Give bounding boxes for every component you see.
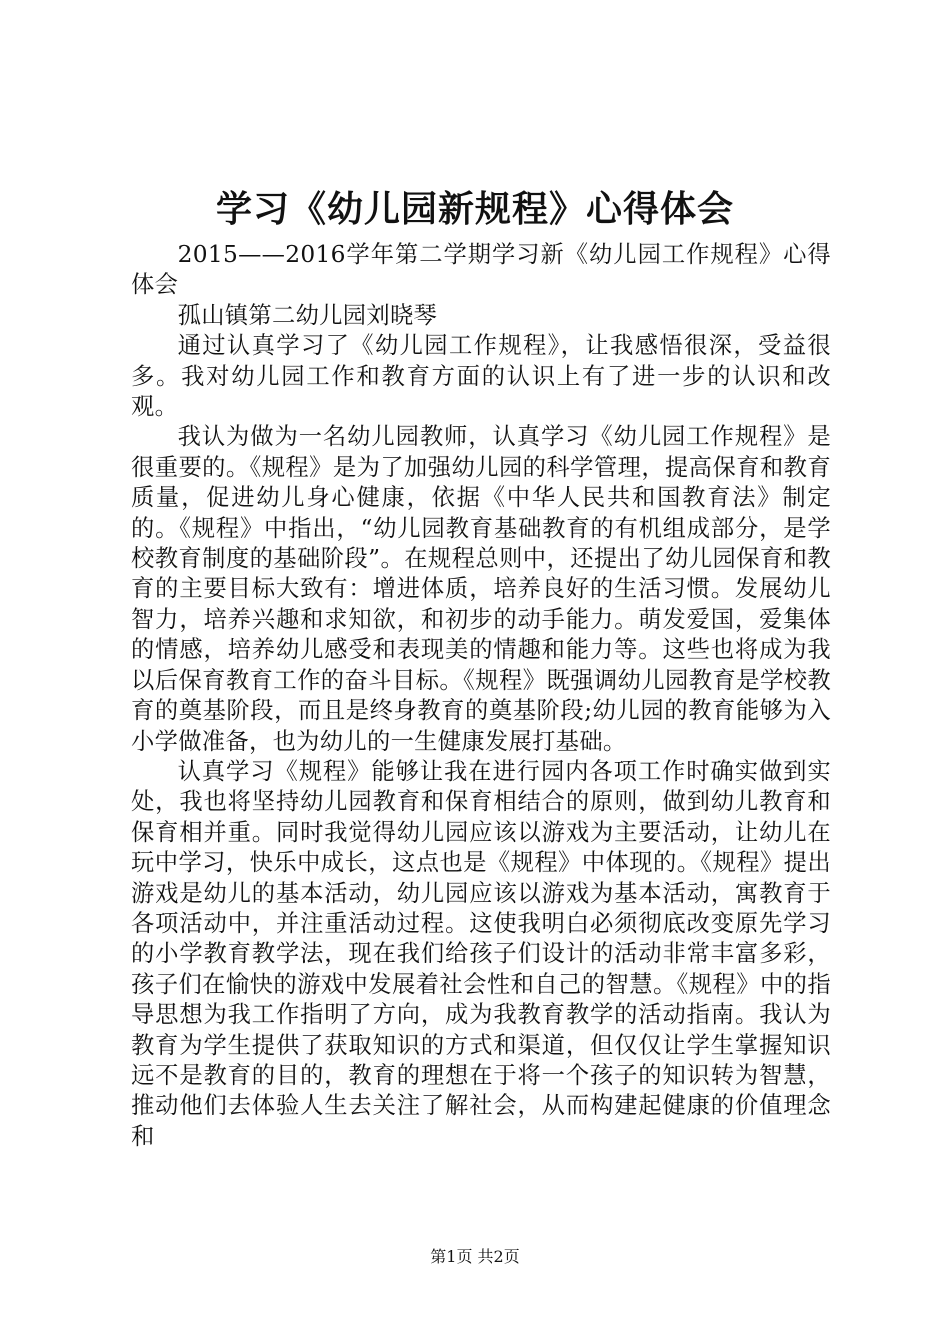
- document-title: 学习《幼儿园新规程》心得体会: [215, 188, 734, 230]
- page-footer: 第1页 共2页: [430, 1247, 520, 1266]
- subtitle-paragraph: 2015——2016学年第二学期学习新《幼儿园工作规程》心得体会: [131, 241, 831, 299]
- author-line: 孤山镇第二幼儿园刘晓琴: [177, 301, 438, 329]
- body-paragraph-2: 我认为做为一名幼儿园教师，认真学习《幼儿园工作规程》是很重要的。《规程》是为了加强幼儿园的科学管理，提高保育和教育质量，促进幼儿身心健康，依据《中华人民共和国教育法》制定的。《规程》中指出，“幼儿园教育基础教育的有机组成部分，是学校教育制度的基础阶段”。在规程总则中，还提出了幼儿园保育和教育的主要目标大致有：增进体质，培养良好的生活习惯。发展幼儿智力，培养兴趣和求知欲，和初步的动手能力。萌发爱国，爱集体的情感，培养幼儿感受和表现美的情趣和能力等。这些也将成为我以后保育教育工作的奋斗目标。《规程》既强调幼儿园教育是学校教育的奠基阶段，而且是终身教育的奠基阶段;幼儿园的教育能够为入小学做准备，也为幼儿的一生健康发展打基础。: [131, 423, 831, 755]
- body-paragraph-3: 认真学习《规程》能够让我在进行园内各项工作时确实做到实处，我也将坚持幼儿园教育和保育相结合的原则，做到幼儿教育和保育相并重。同时我觉得幼儿园应该以游戏为主要活动，让幼儿在玩中学习，快乐中成长，这点也是《规程》中体现的。《规程》提出游戏是幼儿的基本活动，幼儿园应该以游戏为基本活动，寓教育于各项活动中，并注重活动过程。这使我明白必须彻底改变原先学习的小学教育教学法，现在我们给孩子们设计的活动非常丰富多彩，孩子们在愉快的游戏中发展着社会性和自己的智慧。《规程》中的指导思想为我工作指明了方向，成为我教育教学的活动指南。我认为教育为学生提供了获取知识的方式和渠道，但仅仅让学生掌握知识远不是教育的目的，教育的理想在于将一个孩子的知识转为智慧，推动他们去体验人生去关注了解社会，从而构建起健康的价值理念和: [131, 757, 831, 1150]
- document-body: [131, 240, 831, 1152]
- body-paragraph-1: 通过认真学习了《幼儿园工作规程》，让我感悟很深，受益很多。我对幼儿园工作和教育方面的认识上有了进一步的认识和改观。: [131, 332, 831, 421]
